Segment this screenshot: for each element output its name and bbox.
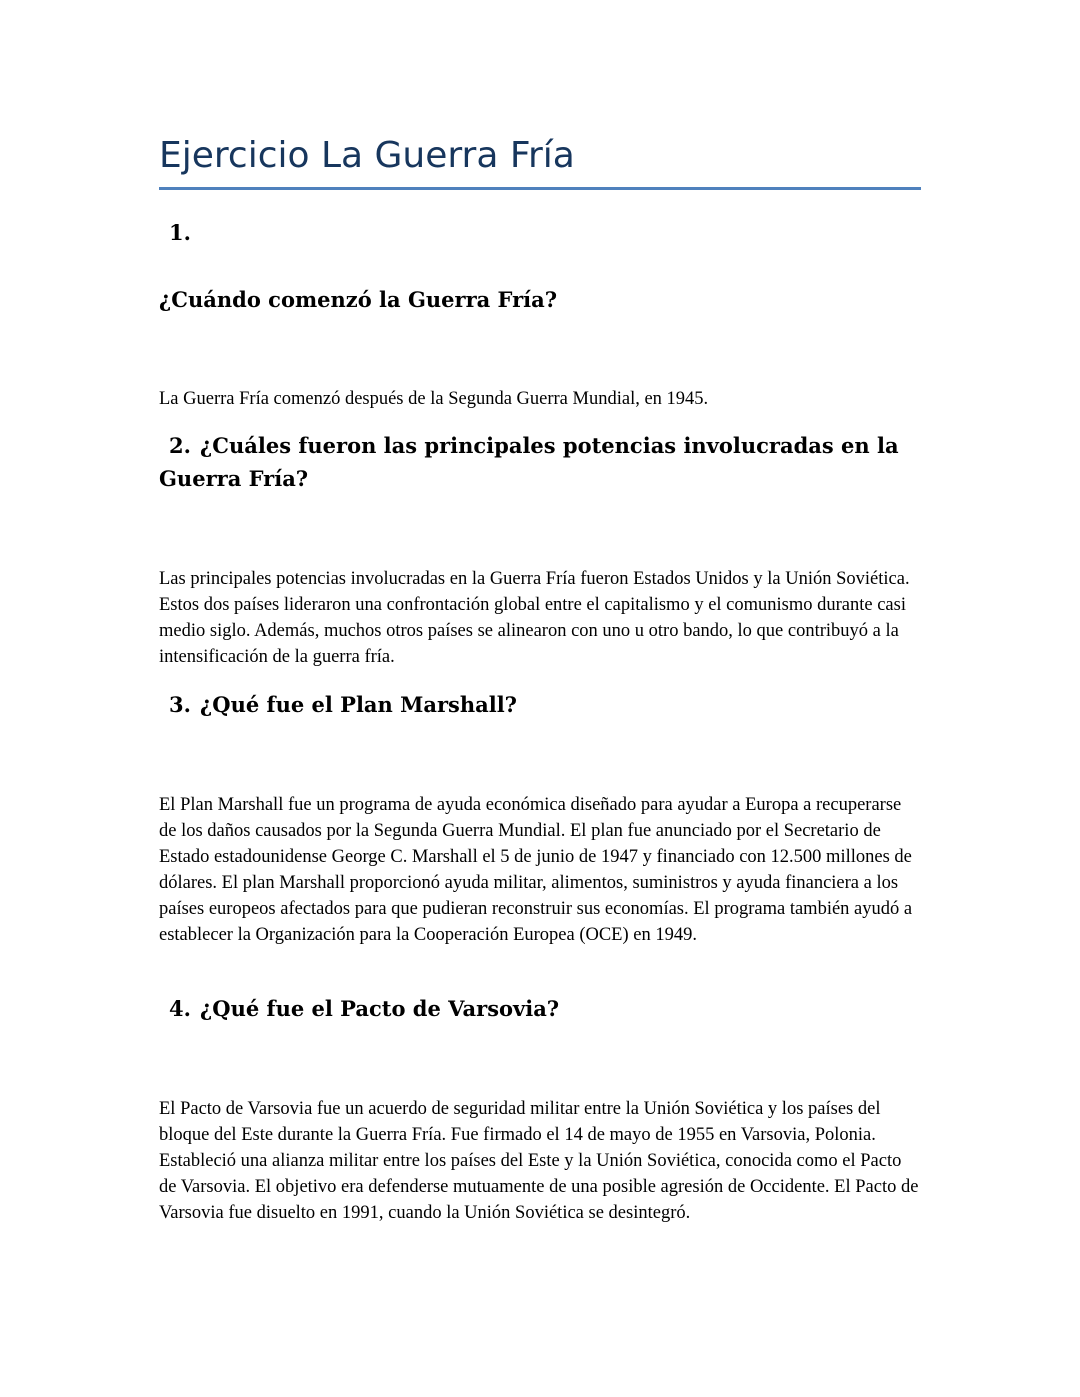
answer-4-paragraph: El Pacto de Varsovia fue un acuerdo de seguridad militar entre la Unión Soviética y los países del bloque del Este durante la Guerra Fría. Fue firmado el 14 de mayo de 1955 en Varsovia, Polonia. Estableció una alianza militar entre los países del Este y la Unión Soviética, conocida como el Pacto de Varsovia. El objetivo era defenderse mutuamente de una posible agresión de Occidente. El Pacto de Varsovia fue disuelto en 1991, cuando la Unión Soviética se desintegró. [159,1099,919,1223]
answer-3-paragraph: El Plan Marshall fue un programa de ayuda económica diseñado para ayudar a Europa a recuperarse de los daños causados por la Segunda Guerra Mundial. El plan fue anunciado por el Secretario de Estado estadounidense George C. Marshall el 5 de junio de 1947 y financiado con 12.500 millones de dólares. El plan Marshall proporcionó ayuda militar, alimentos, suministros y ayuda financiera a los países europeos afectados para que pudieran reconstruir sus economías. El programa también ayudó a establecer la Organización para la Cooperación Europea (OCE) en 1949. [159,795,913,945]
question-1-heading [159,283,921,316]
answer-1-paragraph: La Guerra Fría comenzó después de la Segunda Guerra Mundial, en 1945. [159,389,709,409]
question-1-text: ¿Cuándo comenzó la Guerra Fría? [159,287,558,312]
question-4-text: ¿Qué fue el Pacto de Varsovia? [200,996,560,1021]
question-2-number: 2. [169,433,191,458]
document-title: Ejercicio La Guerra Fría [159,135,575,176]
question-3-heading [159,688,921,721]
title-underline [159,187,921,190]
question-2-heading [159,429,921,495]
question-3-text: ¿Qué fue el Plan Marshall? [200,692,517,717]
question-3-number: 3. [169,692,191,717]
question-1-number-heading [159,216,921,249]
question-4-heading [159,992,921,1025]
answer-2-paragraph: Las principales potencias involucradas en la Guerra Fría fueron Estados Unidos y la Unión Soviética. Estos dos países lideraron una confrontación global entre el capitalismo y el comunismo durante casi medio siglo. Además, muchos otros países se alinearon con uno u otro bando, lo que contribuyó a la intensificación de la guerra fría. [159,569,910,667]
question-1-number: 1. [169,220,191,245]
question-4-number: 4. [169,996,191,1021]
question-2-text: ¿Cuáles fueron las principales potencias involucradas en la Guerra Fría? [159,433,899,491]
